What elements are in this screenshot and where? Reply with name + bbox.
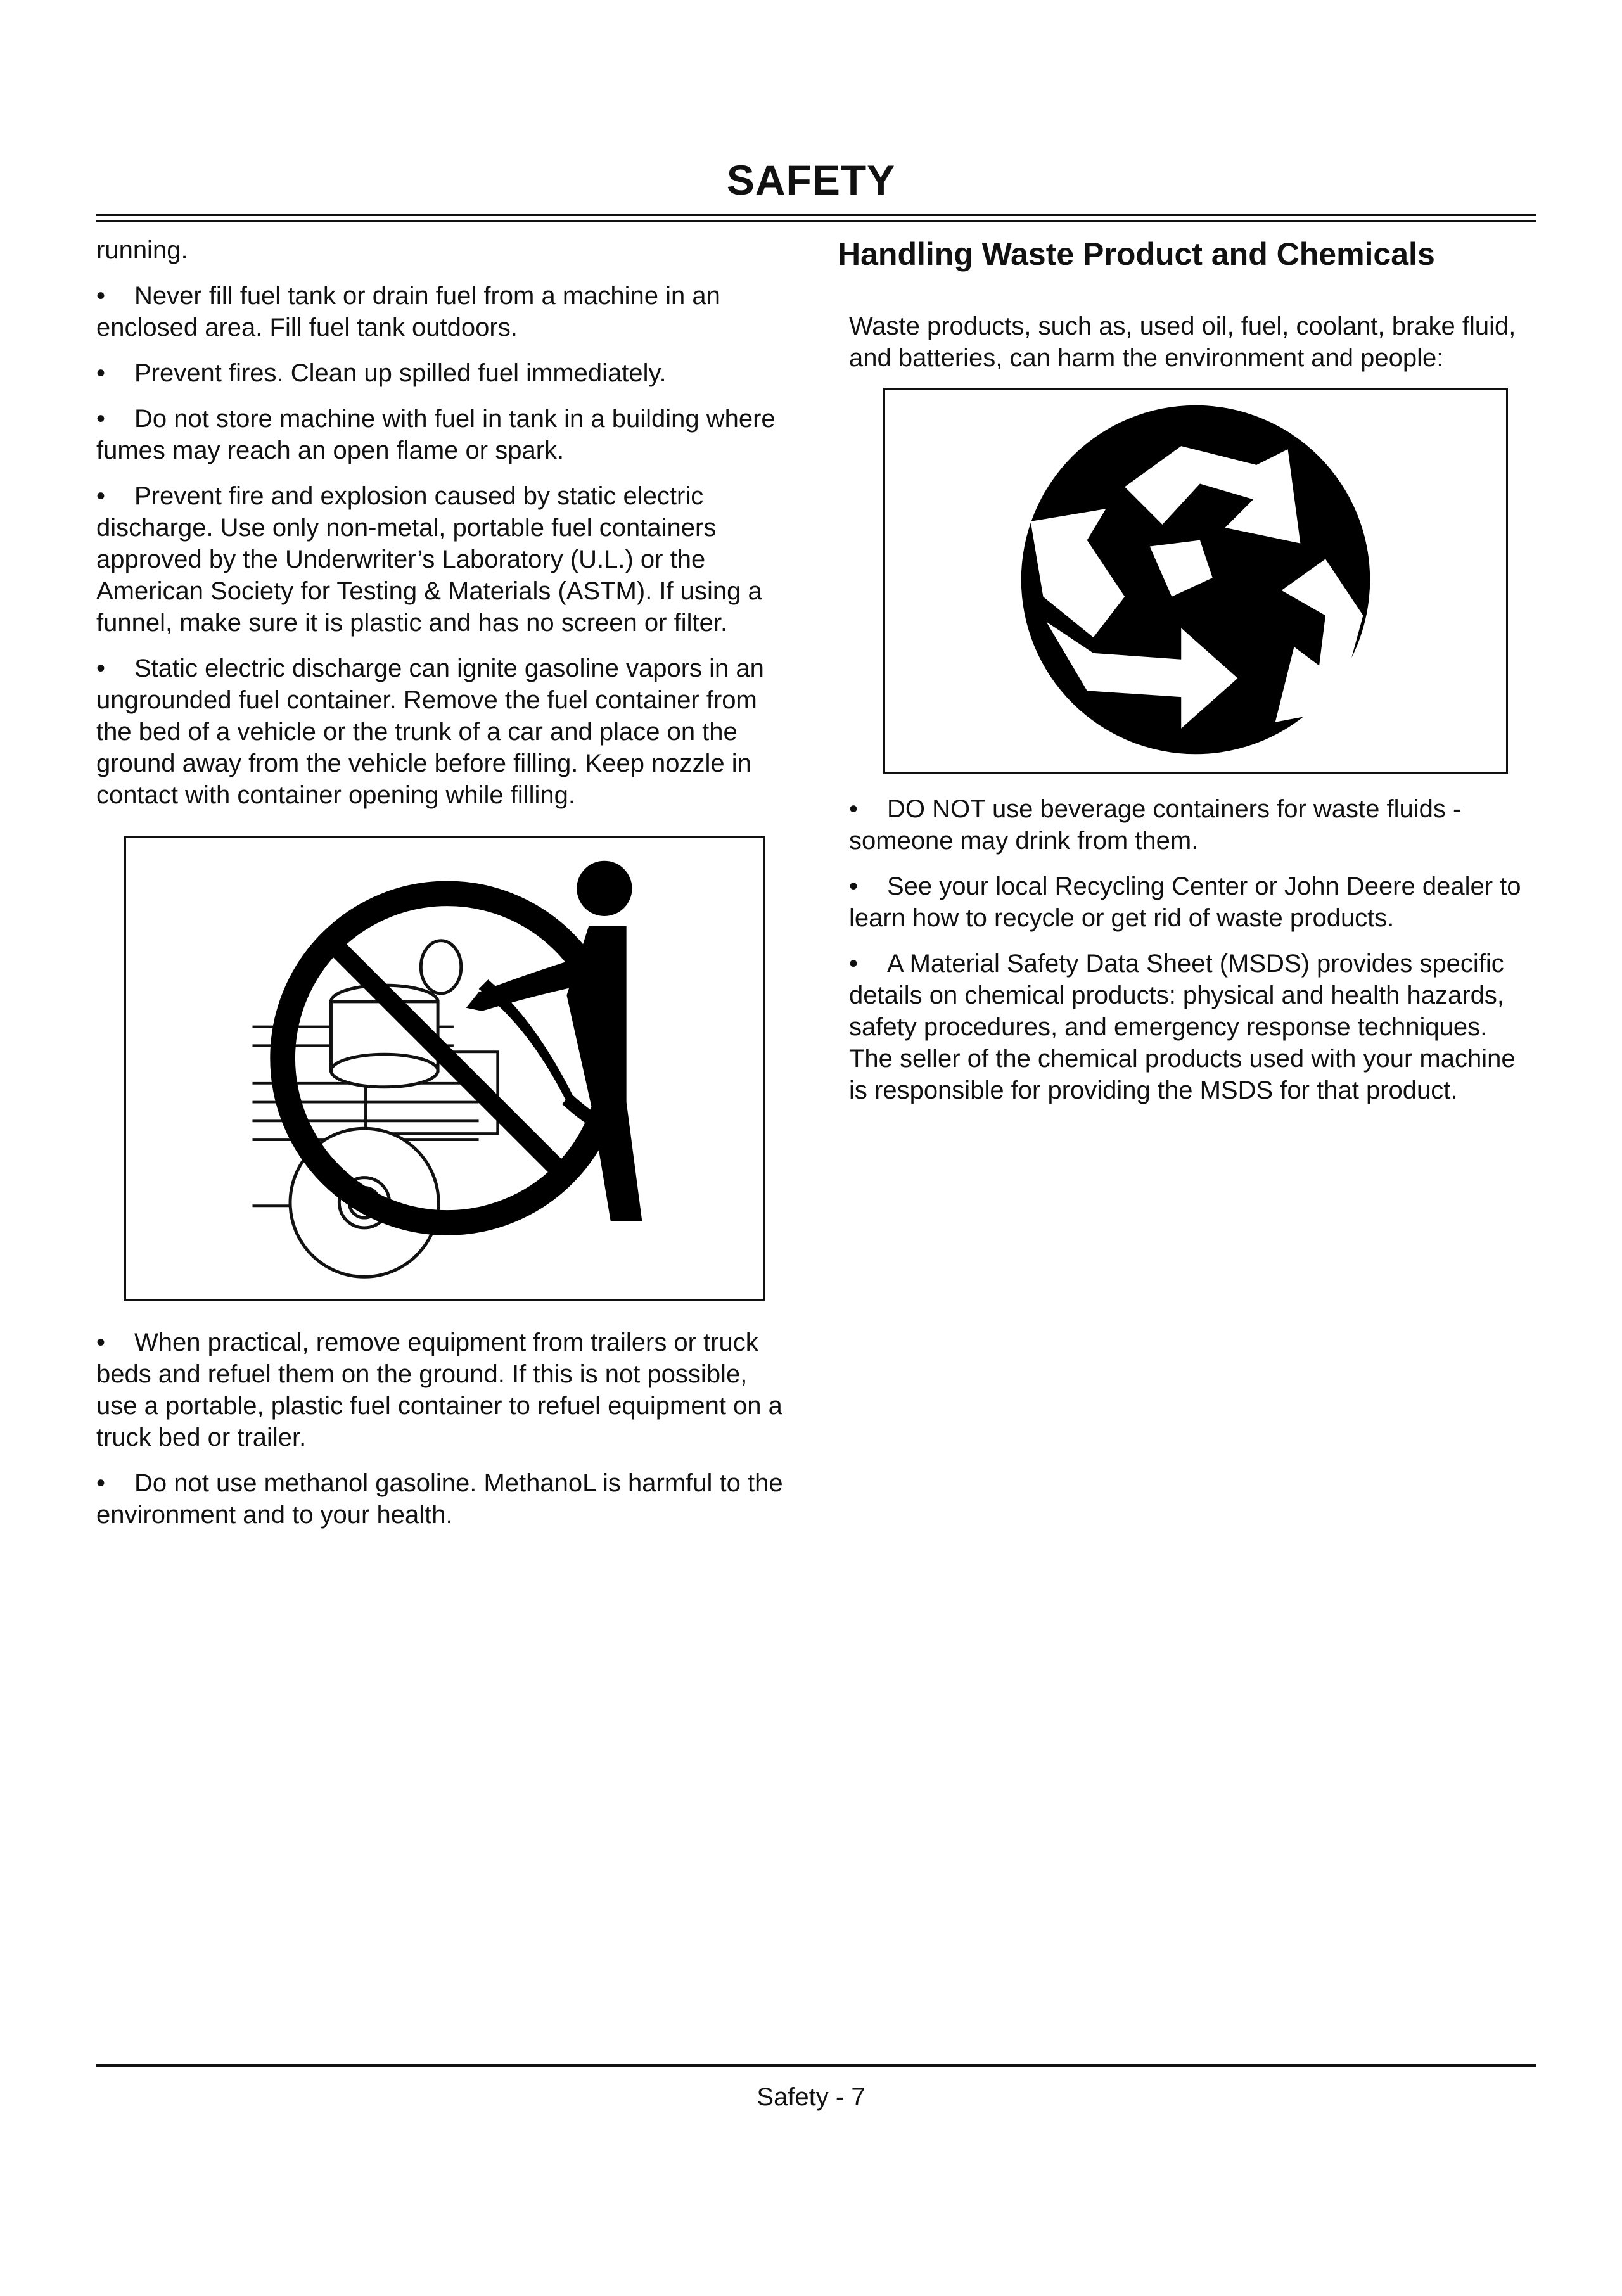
prohibition-refuel-illustration [126, 838, 763, 1299]
bullet-item [96, 403, 792, 466]
bullet-symbol: • [96, 282, 106, 310]
bullet-text: A Material Safety Data Sheet (MSDS) provides specific details on chemical products: physical and health hazards, safety procedures, and emergency response techniques. The seller of the chemical products used with your machine is responsible for providing the MSDS for that product. [849, 950, 1516, 1104]
bullet-item [96, 280, 792, 343]
bullet-text: See your local Recycling Center or John Deere dealer to learn how to recycle or get rid of waste products. [849, 872, 1521, 932]
bullet-text: Never fill fuel tank or drain fuel from a machine in an enclosed area. Fill fuel tank outdoors. [96, 282, 720, 341]
bullet-symbol: • [849, 795, 859, 823]
bullet-item [96, 1327, 792, 1453]
no-refuel-in-truck-bed-figure [124, 836, 765, 1301]
bullet-item [96, 653, 792, 811]
right-column [838, 234, 1535, 1120]
section-intro: Waste products, such as, used oil, fuel, coolant, brake fluid, and batteries, can harm the environment and people: [849, 312, 1516, 372]
bullet-text: Static electric discharge can ignite gasoline vapors in an ungrounded fuel container. Remove the fuel container from the bed of a vehicle or the trunk of a car and place on the ground away from the vehicle before filling. Keep nozzle in contact with container opening while filling. [96, 654, 764, 809]
footer-rule [96, 2064, 1536, 2067]
bullet-symbol: • [96, 1329, 106, 1356]
bullet-symbol: • [849, 872, 859, 900]
header-rule [96, 214, 1536, 216]
bullet-item [849, 793, 1535, 857]
page-title: SAFETY [726, 156, 896, 203]
bullet-symbol: • [96, 359, 106, 387]
bullet-item [849, 871, 1535, 934]
bullet-symbol: • [96, 405, 106, 433]
bullet-text: Do not use methanol gasoline. MethanoL is harmful to the environment and to your health. [96, 1469, 783, 1529]
bullet-symbol: • [849, 950, 859, 978]
bullet-text: DO NOT use beverage containers for waste fluids - someone may drink from them. [849, 795, 1462, 855]
continued-text: running. [96, 236, 188, 264]
bullet-symbol: • [96, 654, 106, 682]
header-rule-secondary [96, 220, 1536, 222]
bullet-symbol: • [96, 1469, 106, 1497]
right-column-body [838, 310, 1535, 1106]
bullet-text: Prevent fire and explosion caused by static electric discharge. Use only non-metal, portable fuel containers approved by the Underwriter’s Laboratory (U.L.) or the American Society for Testing & Materials (ASTM). If using a funnel, make sure it is plastic and has no screen or filter. [96, 482, 762, 637]
left-column [96, 234, 792, 1545]
bullet-text: Do not store machine with fuel in tank in a building where fumes may reach an open flame or spark. [96, 405, 776, 464]
bullet-symbol: • [96, 482, 106, 510]
bullet-item [849, 948, 1535, 1106]
page-number: Safety - 7 [757, 2083, 865, 2111]
bullet-item [96, 1467, 792, 1531]
recycle-icon [885, 390, 1506, 772]
bullet-item [96, 480, 792, 639]
section-heading: Handling Waste Product and Chemicals [838, 236, 1435, 272]
recycle-figure [883, 388, 1508, 774]
bullet-text: When practical, remove equipment from trailers or truck beds and refuel them on the ground. If this is not possible, use a portable, plastic fuel container to refuel equipment on a truck bed or trailer. [96, 1329, 782, 1451]
bullet-item [96, 357, 792, 389]
bullet-text: Prevent fires. Clean up spilled fuel immediately. [134, 359, 667, 387]
